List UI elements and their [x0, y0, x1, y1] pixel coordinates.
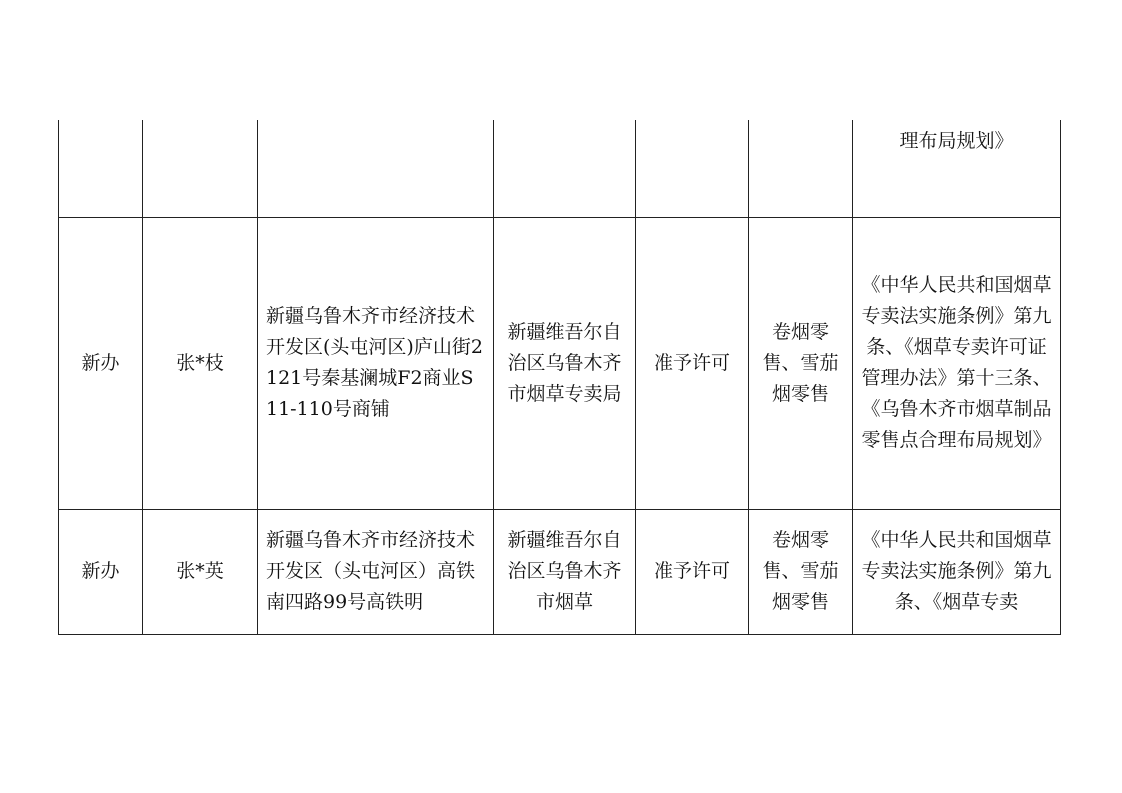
address-cell: 新疆乌鲁木齐市经济技术开发区（头屯河区）高铁南四路99号高铁明 — [258, 509, 494, 634]
permit-type-cell: 新办 — [59, 509, 143, 634]
decision-cell: 准予许可 — [636, 509, 749, 634]
applicant-name-cell: 张*英 — [143, 509, 258, 634]
authority-cell — [494, 120, 636, 217]
authority-cell: 新疆维吾尔自治区乌鲁木齐市烟草 — [494, 509, 636, 634]
table-row — [59, 120, 1061, 217]
decision-cell — [636, 120, 749, 217]
applicant-name-cell — [143, 120, 258, 217]
permit-type-cell: 新办 — [59, 217, 143, 509]
applicant-name-cell: 张*枝 — [143, 217, 258, 509]
table-row — [59, 509, 1061, 634]
permit-type-cell — [59, 120, 143, 217]
business-scope-cell — [749, 120, 853, 217]
address-cell — [258, 120, 494, 217]
business-scope-cell: 卷烟零售、雪茄烟零售 — [749, 509, 853, 634]
table-row — [59, 217, 1061, 509]
authority-cell: 新疆维吾尔自治区乌鲁木齐市烟草专卖局 — [494, 217, 636, 509]
address-cell: 新疆乌鲁木齐市经济技术开发区(头屯河区)庐山街2121号秦基澜城F2商业S11-110号商铺 — [258, 217, 494, 509]
legal-basis-cell: 理布局规划》 — [853, 120, 1061, 217]
business-scope-cell: 卷烟零售、雪茄烟零售 — [749, 217, 853, 509]
decision-cell: 准予许可 — [636, 217, 749, 509]
legal-basis-cell: 《中华人民共和国烟草专卖法实施条例》第九条、《烟草专卖 — [853, 509, 1061, 634]
legal-basis-cell: 《中华人民共和国烟草专卖法实施条例》第九条、《烟草专卖许可证管理办法》第十三条、《乌鲁木齐市烟草制品零售点合理布局规划》 — [853, 217, 1061, 509]
permit-table — [58, 120, 1061, 635]
